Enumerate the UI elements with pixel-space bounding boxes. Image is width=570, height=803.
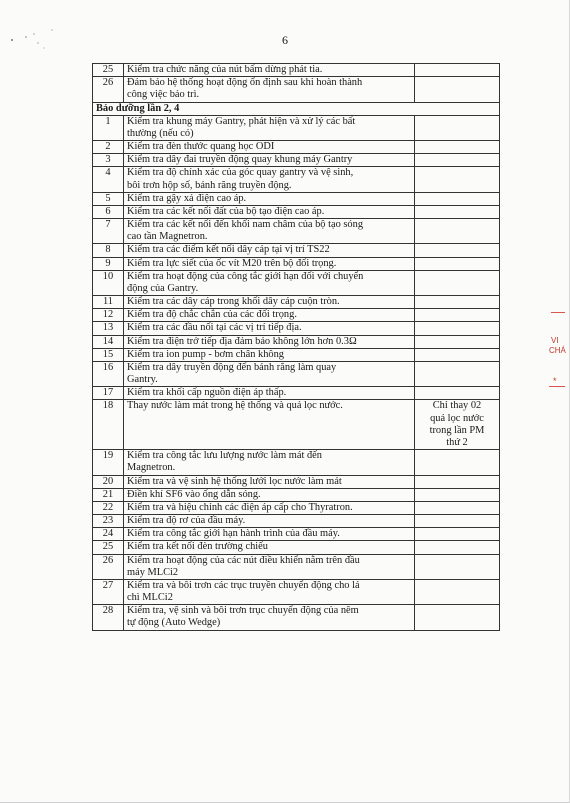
item-note <box>415 115 500 140</box>
item-description <box>124 219 415 244</box>
table-row <box>93 541 500 554</box>
item-note <box>415 501 500 514</box>
note-line: Chỉ thay 02 <box>432 400 482 412</box>
item-description <box>124 309 415 322</box>
item-note <box>415 554 500 579</box>
table-row <box>93 335 500 348</box>
item-note <box>415 141 500 154</box>
item-description <box>124 348 415 361</box>
item-number: 7 <box>93 219 124 244</box>
description-line: Kiểm tra các điểm kết nối dây cáp tại vị trí TS22 <box>127 244 330 256</box>
item-number: 27 <box>93 579 124 604</box>
table-row <box>93 115 500 140</box>
item-number: 14 <box>93 335 124 348</box>
table-section-row <box>93 102 500 115</box>
item-description <box>124 257 415 270</box>
item-note <box>415 154 500 167</box>
table-row <box>93 579 500 604</box>
item-number: 21 <box>93 488 124 501</box>
item-note <box>415 64 500 77</box>
item-note <box>415 541 500 554</box>
table-row <box>93 475 500 488</box>
table-row <box>93 167 500 192</box>
item-note <box>415 270 500 295</box>
item-note <box>415 400 500 450</box>
table-row <box>93 488 500 501</box>
description-line: Kiểm tra khối cấp nguồn điện áp thấp. <box>127 387 287 399</box>
maintenance-table-body <box>93 64 500 631</box>
description-line: Magnetron. <box>127 462 176 474</box>
item-description <box>124 605 415 630</box>
item-description <box>124 270 415 295</box>
item-description <box>124 579 415 604</box>
item-note <box>415 309 500 322</box>
description-line: Kiểm tra hoạt động của công tắc giới hạn đối với chuyển <box>127 270 364 282</box>
item-description <box>124 167 415 192</box>
item-number: 9 <box>93 257 124 270</box>
item-number: 2 <box>93 141 124 154</box>
description-line: Kiểm tra độ chắc chắn của các đối trọng. <box>127 309 297 321</box>
item-description <box>124 515 415 528</box>
item-note <box>415 475 500 488</box>
item-description <box>124 488 415 501</box>
item-note <box>415 488 500 501</box>
item-number: 11 <box>93 296 124 309</box>
item-description <box>124 400 415 450</box>
item-description <box>124 192 415 205</box>
item-number: 23 <box>93 515 124 528</box>
description-line: Kiểm tra gậy xả điện cao áp. <box>127 192 247 204</box>
item-number: 13 <box>93 322 124 335</box>
description-line: Kiểm tra công tắc lưu lượng nước làm mát đến <box>127 450 322 462</box>
table-row <box>93 361 500 386</box>
item-note <box>415 167 500 192</box>
item-description <box>124 335 415 348</box>
item-description <box>124 501 415 514</box>
table-row <box>93 64 500 77</box>
item-number: 24 <box>93 528 124 541</box>
item-note <box>415 219 500 244</box>
item-description <box>124 77 415 102</box>
page-number: 6 <box>282 33 288 47</box>
table-row <box>93 270 500 295</box>
item-number: 20 <box>93 475 124 488</box>
item-description <box>124 528 415 541</box>
table-row <box>93 515 500 528</box>
table-row <box>93 205 500 218</box>
table-row <box>93 77 500 102</box>
item-description <box>124 450 415 475</box>
note-line: quả lọc nước <box>430 412 484 424</box>
stamp-text-1: VI <box>551 336 559 345</box>
item-description <box>124 296 415 309</box>
item-note <box>415 348 500 361</box>
table-row <box>93 501 500 514</box>
description-line: máy MLCi2 <box>127 566 179 578</box>
description-line: Kiểm tra các dây cáp trong khối dây cáp cuộn tròn. <box>127 296 340 308</box>
description-line: Kiểm tra dây đai truyền động quay khung máy Gantry <box>127 154 353 166</box>
table-row <box>93 554 500 579</box>
description-line: Kiểm tra độ chính xác của góc quay gantry và vệ sinh, <box>127 167 354 179</box>
item-description <box>124 244 415 257</box>
item-number: 22 <box>93 501 124 514</box>
item-description <box>124 141 415 154</box>
item-description <box>124 154 415 167</box>
table-row <box>93 257 500 270</box>
description-line: Kiểm tra công tắc giới hạn hành trình của đầu máy. <box>127 528 340 540</box>
table-row <box>93 219 500 244</box>
description-line: Kiểm tra và hiệu chỉnh các điện áp cấp cho Thyratron. <box>127 501 353 513</box>
table-row <box>93 192 500 205</box>
section-title: Bảo dưỡng lần 2, 4 <box>93 102 500 115</box>
description-line: Kiểm tra lực siết của ốc vít M20 trên bộ đối trọng. <box>127 257 337 269</box>
stamp-fragment <box>545 300 570 410</box>
item-description <box>124 205 415 218</box>
item-note <box>415 257 500 270</box>
item-note <box>415 579 500 604</box>
description-line: Đảm bảo hệ thống hoạt động ổn định sau khi hoàn thành <box>127 77 363 89</box>
item-number: 6 <box>93 205 124 218</box>
description-line: Kiểm tra độ rơ của đầu máy. <box>127 515 246 527</box>
item-number: 8 <box>93 244 124 257</box>
description-line: tự động (Auto Wedge) <box>127 617 221 629</box>
table-row <box>93 528 500 541</box>
item-note <box>415 244 500 257</box>
item-number: 28 <box>93 605 124 630</box>
description-line: Thay nước làm mát trong hệ thống và quả lọc nước. <box>127 400 343 412</box>
table-row <box>93 450 500 475</box>
table-row <box>93 348 500 361</box>
description-line: bôi trơn hộp số, bánh răng truyền động. <box>127 179 292 191</box>
item-note <box>415 528 500 541</box>
item-note <box>415 605 500 630</box>
description-line: công việc bảo trì. <box>127 89 200 101</box>
table-row <box>93 244 500 257</box>
item-description <box>124 475 415 488</box>
item-description <box>124 115 415 140</box>
item-note <box>415 205 500 218</box>
description-line: Kiểm tra dây truyền động đến bánh răng làm quay <box>127 361 337 373</box>
table-row <box>93 309 500 322</box>
table-row <box>93 322 500 335</box>
description-line: Kiểm tra ion pump - bơm chân không <box>127 348 284 360</box>
description-line: Kiểm tra và vệ sinh hệ thống lưới lọc nước làm mát <box>127 475 342 487</box>
item-number: 16 <box>93 361 124 386</box>
description-line: thường (nếu có) <box>127 127 194 139</box>
description-line: Kiểm tra hoạt động của các nút điều khiển nằm trên đầu <box>127 554 360 566</box>
item-number: 25 <box>93 64 124 77</box>
item-number: 3 <box>93 154 124 167</box>
item-description <box>124 361 415 386</box>
item-note <box>415 335 500 348</box>
item-number: 18 <box>93 400 124 450</box>
item-note <box>415 77 500 102</box>
description-line: Kiểm tra chức năng của nút bấm dừng phát tia. <box>127 64 323 75</box>
item-note <box>415 387 500 400</box>
item-number: 25 <box>93 541 124 554</box>
maintenance-table <box>92 63 500 631</box>
table-row <box>93 387 500 400</box>
item-description <box>124 322 415 335</box>
item-number: 12 <box>93 309 124 322</box>
item-number: 26 <box>93 554 124 579</box>
item-note <box>415 361 500 386</box>
item-number: 1 <box>93 115 124 140</box>
description-line: Kiểm tra các kết nối đất của bộ tạo điện cao áp. <box>127 205 325 217</box>
table-row <box>93 141 500 154</box>
item-number: 10 <box>93 270 124 295</box>
item-note <box>415 515 500 528</box>
item-number: 17 <box>93 387 124 400</box>
description-line: chì MLCi2 <box>127 592 173 604</box>
item-number: 26 <box>93 77 124 102</box>
description-line: Kiểm tra và bôi trơn các trục truyền chuyển động cho lá <box>127 579 360 591</box>
table-row <box>93 296 500 309</box>
item-description <box>124 554 415 579</box>
item-note <box>415 450 500 475</box>
item-note <box>415 296 500 309</box>
table-row <box>93 400 500 450</box>
description-line: Kiểm tra các kết nối đến khối nam châm của bộ tạo sóng <box>127 219 364 231</box>
note-line: thứ 2 <box>446 436 468 448</box>
note-line: trong lần PM <box>429 424 485 436</box>
item-number: 15 <box>93 348 124 361</box>
table-row <box>93 154 500 167</box>
description-line: Kiểm tra kết nối đèn trường chiếu <box>127 541 268 553</box>
description-line: động của Gantry. <box>127 282 199 294</box>
description-line: Kiểm tra các đầu nối tại các vị trí tiếp địa. <box>127 322 302 334</box>
item-number: 4 <box>93 167 124 192</box>
stamp-text-2: CHÁ <box>549 346 566 355</box>
description-line: Kiểm tra đèn thước quang học ODI <box>127 141 275 153</box>
description-line: cao tần Magnetron. <box>127 231 208 243</box>
item-number: 19 <box>93 450 124 475</box>
description-line: Kiểm tra, vệ sinh và bôi trơn trục chuyển động của nêm <box>127 605 359 617</box>
item-note <box>415 192 500 205</box>
description-line: Điền khí SF6 vào ống dẫn sóng. <box>127 488 261 500</box>
description-line: Kiểm tra điện trở tiếp địa đảm bảo không lớn hơn 0.3Ω <box>127 335 357 347</box>
item-note <box>415 322 500 335</box>
item-description <box>124 541 415 554</box>
item-description <box>124 387 415 400</box>
description-line: Kiểm tra khung máy Gantry, phát hiện và xử lý các bất <box>127 115 356 127</box>
item-number: 5 <box>93 192 124 205</box>
description-line: Gantry. <box>127 374 158 386</box>
table-row <box>93 605 500 630</box>
stamp-text-3: * <box>553 376 557 386</box>
item-description <box>124 64 415 77</box>
